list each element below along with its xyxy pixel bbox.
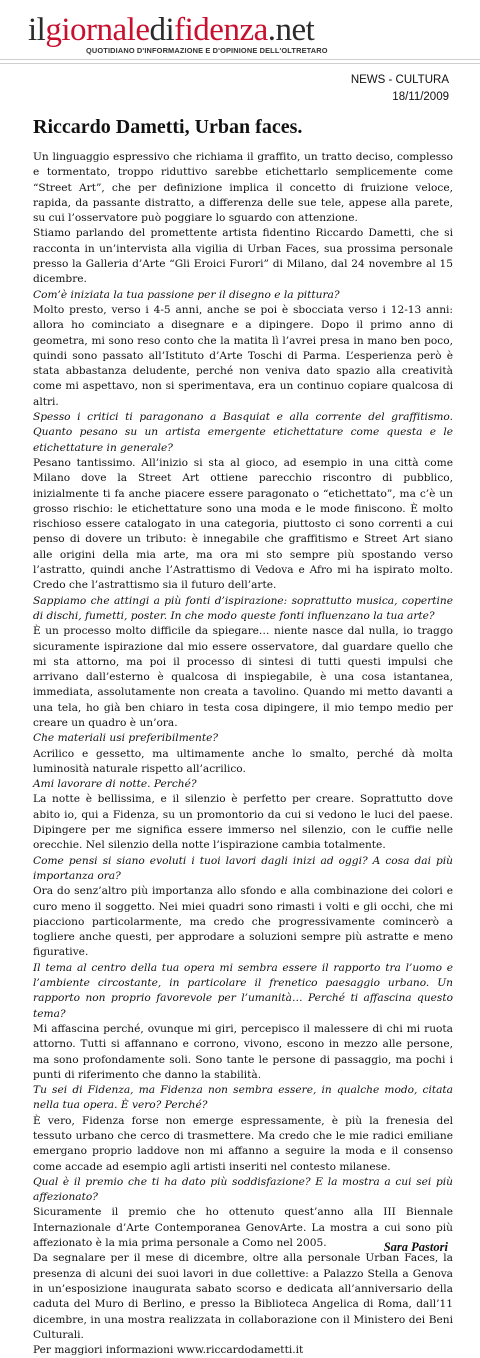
section-label[interactable]: NEWS - CULTURA — [350, 74, 449, 86]
interview-question: Tu sei di Fidenza, ma Fidenza non sembra essere, in qualche modo, citata nella tua opera. È vero? Perché? — [33, 1084, 453, 1112]
author-byline: Sara Pastori — [383, 1240, 448, 1254]
article-paragraph: La notte è bellissima, e il silenzio è perfetto per creare. Soprattutto dove abito io, qui a Fidenza, su un promontorio da cui si vedono le luci del paese. Dipingere per me significa essere immerso nel silenzio, con le cuffie nelle orecchie. Nel silenzio della notte l’ispirazione cambia totalmente. — [33, 793, 453, 852]
interview-question: Il tema al centro della tua opera mi sembra essere il rapporto tra l’uomo e l’ambiente circostante, in particolare il frenetico paesaggio urbano. Un rapporto non proprio favorevole per l’umanità… Perché ti affascina questo tema? — [33, 961, 453, 1020]
article-paragraph: Ora do senz’altro più importanza allo sfondo e alla combinazione dei colori e curo meno il soggetto. Nei miei quadri sono rimasti i volti e gli occhi, che mi piacciono particolarmente, ma credo che progressivamente comincerò a togliere anche questi, per approdare a soluzioni sempre più astratte e meno figurative. — [33, 885, 453, 959]
article-paragraph: Pesano tantissimo. All’inizio si sta al gioco, ad esempio in una città come Milano dove la Street Art ottiene parecchio riscontro di pubblico, inizialmente ti fa anche piacere essere paragonato o “etichettato”, ma c’è un grosso rischio: le etichettature sono una moda e le mode finiscono. È molto rischioso essere catalogato in una categoria, piuttosto ci sono correnti a cui penso di dovere un tributo: è innegabile che graffitismo e Street Art siano alle origini della mia arte, ma ora mi sto sempre più spostando verso l’astratto, quindi anche l’Astrattismo di Vedova e Afro mi ha ispirato molto. Credo che l’astrattismo sia il futuro dell’arte. — [33, 456, 453, 592]
article-paragraph: È un processo molto difficile da spiegare… niente nasce dal nulla, io traggo sicuramente ispirazione dal mio essere osservatore, dal guardare quello che mi sta attorno, ma poi il processo di sintesi di tutti questi impulsi che arrivano dall’esterno è qualcosa di inspiegabile, è una cosa istantanea, immediata, assolutamente non creata a tavolino. Quando mi metto davanti a una tela, ho già ben chiaro in testa cosa dipingere, il mio tempo medio per creare un quadro è un’ora. — [33, 625, 453, 729]
article-paragraph: Stiamo parlando del promettente artista fidentino Riccardo Dametti, che si racconta in un’intervista alla vigilia di Urban Faces, sua prossima personale presso la Galleria d’Arte “Gli Eroici Furori” di Milano, dal 24 novembre al 15 dicembre. — [33, 227, 453, 286]
article-paragraph: Sicuramente il premio che ho ottenuto quest’anno alla III Biennale Internazionale d’Arte Contemporanea GenovArte. La mostra a cui sono più affezionato è la mia prima personale a Como nel 2005. — [33, 1206, 453, 1250]
logo-di: di — [149, 12, 175, 48]
masthead — [28, 12, 468, 55]
interview-question: Che materiali usi preferibilmente? — [33, 732, 219, 745]
site-logo[interactable] — [28, 12, 468, 48]
article-paragraph: Da segnalare per il mese di dicembre, oltre alla personale Urban Faces, la presenza di alcuni dei suoi lavori in due collettive: a Palazzo Stella a Genova in un’esposizione inaugurata sabato scorso e dedicata all’anniversario della caduta del Muro di Berlino, e presso la Biblioteca Angelica di Roma, dall’11 dicembre, in una mostra realizzata in collaborazione con il Ministero dei Beni Culturali. — [33, 1252, 453, 1341]
site-tagline: QUOTIDIANO D'INFORMAZIONE E D'OPINIONE DELL'OLTRETARO — [86, 46, 328, 55]
logo-giornale: giornale — [45, 12, 150, 48]
article-body — [33, 150, 453, 1358]
interview-question: Qual è il premio che ti ha dato più soddisfazione? E la mostra a cui sei più affezionato? — [33, 1175, 453, 1204]
article-meta — [351, 72, 449, 106]
interview-question: Spesso i critici ti paragonano a Basquiat e alla corrente del graffitismo. Quanto pesano su un artista emergente etichettature come questa e le etichettature in generale? — [33, 411, 453, 454]
article-paragraph: Molto presto, verso i 4-5 anni, anche se poi è sbocciata verso i 12-13 anni: allora ho cominciato a disegnare e a dipingere. Dopo il primo anno di geometra, mi sono reso conto che la matita lì l’avrei presa in mano ben poco, quindi sono passato all’Istituto d’Arte Toschi di Parma. L’esperienza però è stata abbastanza deludente, perché non veniva dato spazio alla creatività come mi aspettavo, non si sperimentava, era un continuo copiare qualcosa di altri. — [33, 303, 453, 408]
article-paragraph: Mi affascina perché, ovunque mi giri, percepisco il malessere di chi mi ruota attorno. Tutti si affannano e corrono, vivono, escono in mezzo alle persone, ma sono profondamente soli. Sono tante le persone di passaggio, ma pochi i punti di riferimento che danno la stabilità. — [33, 1022, 453, 1081]
article-paragraph: Per maggiori informazioni www.riccardodametti.it — [33, 1344, 304, 1357]
logo-fidenza: fidenza — [174, 12, 268, 48]
interview-question: Sappiamo che attingi a più fonti d’ispirazione: soprattutto musica, copertine di dischi, fumetti, poster. In che modo queste fonti influenzano la tua arte? — [33, 594, 453, 622]
interview-question: Come pensi si siano evoluti i tuoi lavori dagli inizi ad oggi? A cosa dai più importanza ora? — [33, 854, 453, 882]
header-divider-top — [0, 59, 480, 60]
interview-question: Ami lavorare di notte. Perché? — [33, 778, 197, 791]
logo-net: .net — [267, 12, 315, 48]
publish-date: 18/11/2009 — [392, 91, 449, 103]
logo-il: il — [28, 12, 46, 48]
header-divider-bottom — [0, 63, 480, 64]
article-title: Riccardo Dametti, Urban faces. — [33, 116, 303, 138]
article-paragraph: È vero, Fidenza forse non emerge espressamente, è più la frenesia del tessuto urbano che cerco di trasmettere. Ma credo che le mie radici emiliane emergano proprio laddove non mi affanno a seguire la moda e il consenso come accade ad esempio agli artisti inseriti nel contesto milanese. — [33, 1114, 453, 1173]
interview-question: Com’è iniziata la tua passione per il disegno e la pittura? — [33, 288, 340, 301]
article-paragraph: Acrilico e gessetto, ma ultimamente anche lo smalto, perché dà molta luminosità naturale rispetto all’acrilico. — [33, 747, 453, 775]
article-paragraph: Un linguaggio espressivo che richiama il graffito, un tratto deciso, complesso e tormentato, troppo riduttivo sarebbe etichettarlo semplicemente come “Street Art”, che per definizione implica il concetto di fruizione veloce, rapida, da passante distratto, a differenza delle sue tele, appese alla parete, su cui l’osservatore può poggiare lo sguardo con attenzione. — [33, 151, 453, 225]
